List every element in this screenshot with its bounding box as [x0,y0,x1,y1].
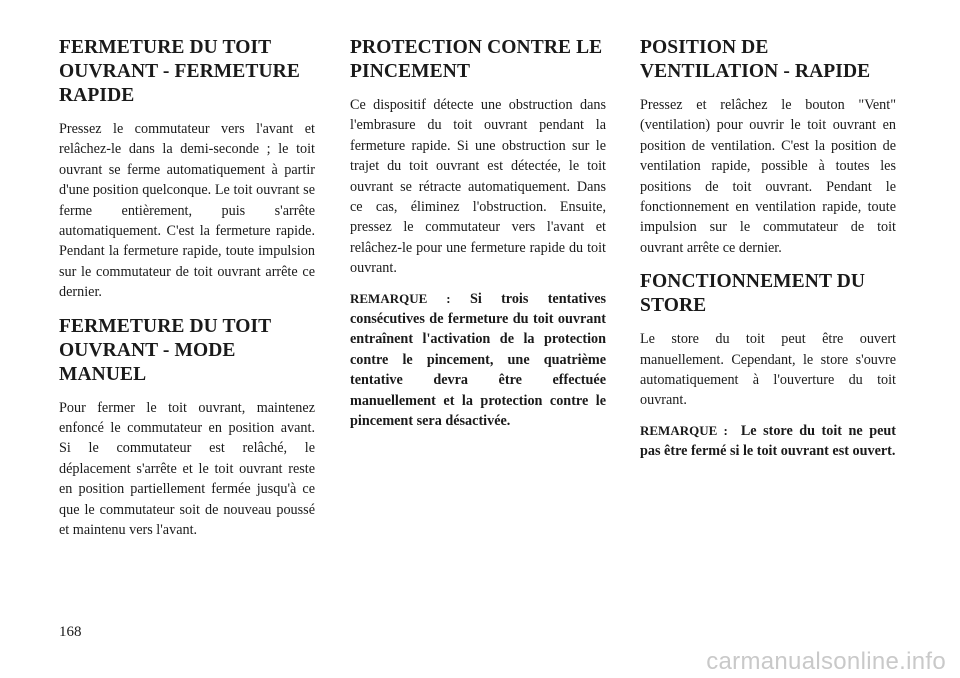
column-3 [640,36,896,472]
column-1 [59,36,315,551]
section-title: FONCTIONNEMENT DU STORE [640,271,866,317]
section-body: Le store du toit peut être ouvert manuellement. Cependant, le store s'ouvre automatiquement à l'ouverture du toit ouvrant. [640,331,896,409]
section-title: FERMETURE DU TOIT OUVRANT - MODE MANUEL [59,315,271,385]
note-label: REMARQUE : [350,290,451,306]
section-title: POSITION DE VENTILATION - RAPIDE [640,37,871,82]
section-body: Pressez le commutateur vers l'avant et relâchez-le dans la demi-seconde ; le toit ouvrant se ferme automatiquement à partir d'une position quelconque. Le toit ouvrant se ferme entièrement, puis s'arrête automatiquement. C'est la fermeture rapide. Pendant la fermeture rapide, toute impulsion sur le commutateur de toit ouvrant arrête ce dernier. [59,121,315,301]
section-body: Pressez et relâchez le bouton "Vent" (ventilation) pour ouvrir le toit ouvrant en position de ventilation. C'est la position de ventilation rapide, possible à toutes les positions de toit ouvrant. Pendant le fonctionnement en ventilation rapide, toute impulsion sur le commutateur de toit ouvrant arrête ce dernier. [640,97,896,256]
note-text: Le store du toit ne peut pas être fermé si le toit ouvrant est ouvert. [640,422,896,460]
section-vent-position [640,36,896,258]
section-quick-close [59,36,315,303]
page-number: 168 [59,624,82,640]
note-paragraph [350,289,606,432]
note-label: REMARQUE : [640,422,728,438]
note-paragraph [640,421,896,462]
section-manual-close [59,315,315,541]
section-shade-operation [640,270,896,461]
section-body: Pour fermer le toit ouvrant, maintenez enfoncé le commutateur en position avant. Si le commutateur est relâché, le déplacement s'arrête et le toit ouvrant reste en position partiellement fermée jusqu'à ce que le commutateur soit de nouveau poussé et maintenu vers l'avant. [59,399,315,539]
note-text: Si trois tentatives consécutives de fermeture du toit ouvrant entraînent l'activation de la protection contre le pincement, une quatrième tentative devra être effectuée manuellement et la protection contre le pincement sera désactivée. [350,290,607,430]
watermark: carmanualsonline.info [706,648,946,675]
section-body: Ce dispositif détecte une obstruction dans l'embrasure du toit ouvrant pendant la fermeture rapide. Si une obstruction sur le trajet du toit ouvrant est détectée, le toit ouvrant se rétracte automatiquement. Dans ce cas, éliminez l'obstruction. Ensuite, pressez le commutateur vers l'avant et relâchez-le pour une fermeture rapide du toit ouvrant. [350,97,606,277]
column-2 [350,36,606,442]
section-pinch-protection [350,36,606,432]
section-title: PROTECTION CONTRE LE PINCEMENT [350,37,603,82]
section-title: FERMETURE DU TOIT OUVRANT - FERMETURE RAPIDE [59,37,300,106]
